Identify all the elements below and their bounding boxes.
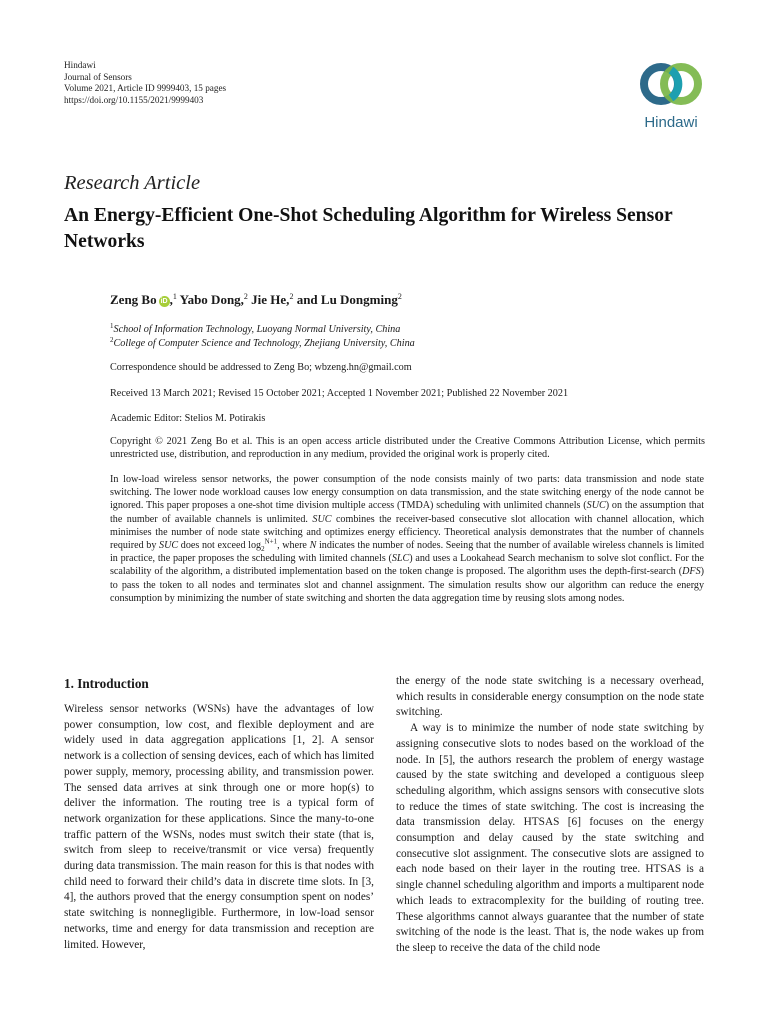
abstract-term: DFS	[682, 566, 701, 578]
publication-dates: Received 13 March 2021; Revised 15 October 2021; Accepted 1 November 2021; Published 22 November 2021	[110, 388, 569, 399]
abstract-text: ) on the assumption that the number of available channels is unlimited.	[110, 500, 705, 525]
abstract-term: SUC	[586, 500, 606, 512]
article-type: Research Article	[64, 172, 201, 194]
author-affiliation-mark: 2	[243, 292, 248, 301]
abstract-text: combines the receiver-based consecutive slot allocation with channel allocation, which minimises the number of node state switching and optimizes energy efficiency. Theoretical analysis demonstrates that the number of channels required by	[110, 513, 704, 552]
doi-link[interactable]: https://doi.org/10.1155/2021/9999403	[64, 94, 204, 105]
log-base: 2	[261, 545, 265, 554]
paragraph: the energy of the node state switching is a necessary overhead, which results in considerable energy consumption on the node state switching.	[396, 675, 704, 719]
author-name: Jie He,	[251, 292, 290, 307]
affiliation-2	[110, 336, 415, 349]
abstract-term: SUC	[159, 540, 179, 552]
body-column-left	[64, 702, 374, 953]
log-exponent: N+1	[264, 537, 278, 546]
abstract-text: , where	[277, 540, 310, 552]
section-heading-introduction: 1. Introduction	[64, 676, 149, 691]
academic-editor: Academic Editor: Stelios M. Potirakis	[110, 413, 266, 424]
volume-info: Volume 2021, Article ID 9999403, 15 pages	[64, 83, 227, 93]
body-column-right	[396, 674, 704, 957]
journal-name: Journal of Sensors	[64, 71, 132, 82]
affiliation-number: 1	[110, 322, 114, 330]
abstract-term: N	[309, 540, 317, 552]
author-name: Yabo Dong,	[179, 292, 244, 307]
author-affiliation-mark: 1	[172, 292, 177, 301]
abstract-text: ) and uses a Lookahead Search mechanism to solve slot conflict. For the scalability of the algorithm, a distributed implementation based on the token change is proposed. The algorithm uses the depth-first-search (	[110, 553, 704, 578]
author-affiliation-mark: 2	[397, 292, 402, 301]
author-name: Zeng Bo	[110, 292, 157, 307]
affiliation-1	[110, 322, 400, 335]
abstract-text: In low-load wireless sensor networks, the power consumption of the node consists mainly of two parts: data transmission and node state switching. The lower node workload causes low energy consumption on data transmission, and the state switching energy of the node cannot be ignored. This paper proposes a one-shot time division multiple access (TMDA) scheduling with unlimited channels (	[110, 474, 704, 512]
abstract-term: SUC	[312, 513, 332, 525]
logo-wordmark: Hindawi	[644, 114, 698, 131]
abstract-text: ) to pass the token to all nodes and terminates slot and channel assignment. The simulation results show our algorithm can reduce the energy consumption by minimizing the number of state switching and shorten the data aggregation time by reusing slots among nodes.	[110, 566, 704, 604]
hindawi-logo	[628, 58, 714, 132]
affiliation-number: 2	[110, 336, 114, 344]
author-name: and Lu Dongming	[296, 292, 398, 307]
author-list: Zeng Bo iD ,$^1$ Yabo Dong,$^2$ Jie He,$^2$ and Lu Dongming$^2$	[110, 292, 402, 307]
copyright-notice: Copyright © 2021 Zeng Bo et al. This is an open access article distributed under the Creative Commons Attribution License, which permits unrestricted use, distribution, and reproduction in any medium, provided the original work is properly cited.	[110, 436, 705, 461]
abstract	[110, 473, 704, 605]
journal-meta	[64, 60, 226, 106]
paragraph: A way is to minimize the number of node state switching by assigning consecutive slots to nodes based on the workload of the node. In [5], the authors research the problem of energy wastage caused by the state switching and developed a contiguous sleep scheduling algorithm, which assigns sensors with consecutive slots to reduce the times of state switching. The cost is increasing the data transmission delay. HTSAS [6] focuses on the energy consumption and delay caused by the state switching and consecutive slot assignment. The consecutive slots are assigned to each node based on their layer in the routing tree. HTSAS is a single channel scheduling algorithm and imports a multiparent node which leads to extracomplexity for the building of routing tree. These algorithms cannot always guarantee that the number of state switching of the node is the least. That is, the node wakes up from the sleep to receive the data of the child node	[396, 722, 704, 954]
abstract-text: indicates the number of nodes. Seeing that the number of available wireless channels is limited in practice, the paper proposes the scheduling with limited channels (	[110, 540, 704, 565]
author-affiliation-mark: 2	[289, 292, 294, 301]
orcid-icon[interactable]: iD	[160, 298, 168, 305]
paragraph: Wireless sensor networks (WSNs) have the advantages of low power consumption, low cost, and flexible deployment and are widely used in data aggregation applications [1, 2]. A sensor network is a collection of sensing devices, each of which has limited power supply, memory, processing ability, and transmission power. The sensed data arrives at sink through one or more hop(s) to deliver the information. The routing tree is a typical form of network organization for these applications. Since the many-to-one traffic pattern of the WSNs, nodes must switch their state (that is, switch from sleep to receive/transmit or vice versa) frequently during data transmission. The main reason for this is that nodes with child need to forward their child’s data in discrete time slots. In [3, 4], the authors proved that the energy consumption spent on nodes’ state switching is nonnegligible. Furthermore, in low-load sensor networks, time and energy for data transmission and reception are limited. However,	[64, 703, 374, 951]
publisher-name: Hindawi	[64, 60, 96, 70]
article-title: An Energy-Efficient One-Shot Scheduling Algorithm for Wireless Sensor Networks	[64, 205, 673, 252]
abstract-text: does not exceed log	[178, 540, 262, 552]
affiliation-text: College of Computer Science and Technology, Zhejiang University, China	[113, 338, 415, 349]
affiliation-text: School of Information Technology, Luoyang Normal University, China	[113, 324, 401, 335]
abstract-term: SLC	[391, 553, 410, 565]
correspondence: Correspondence should be addressed to Zeng Bo; wbzeng.hn@gmail.com	[110, 362, 412, 373]
hindawi-rings-logo-icon	[628, 58, 714, 114]
